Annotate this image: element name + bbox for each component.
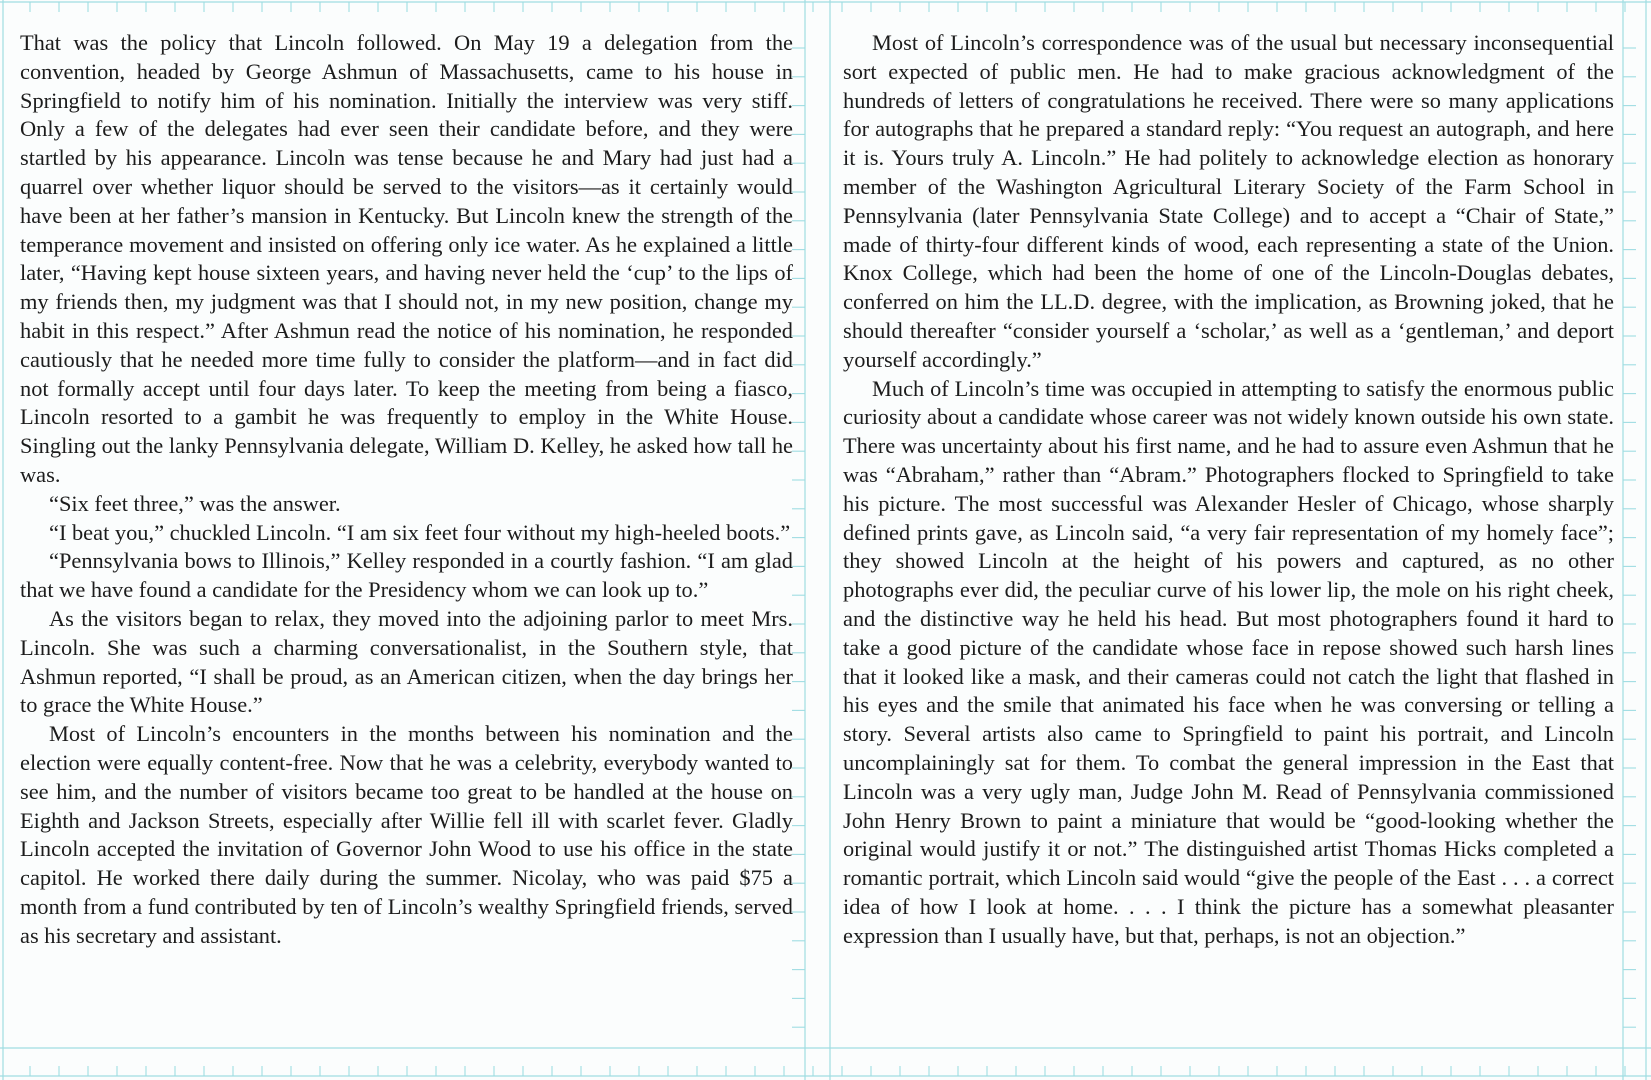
paragraph-visitors-relax: As the visitors began to relax, they moved into the adjoining parlor to meet Mrs. Lincoln. She was such a charming conversationalist, in the Southern style, that Ashmun reported, “I shall be proud, as an American citizen, when the day brings her to grace the White House.”: [20, 605, 793, 718]
paragraph-pennsylvania-bows: “Pennsylvania bows to Illinois,” Kelley responded in a courtly fashion. “I am glad that we have found a candidate for the Presidency whom we can look up to.”: [20, 548, 793, 603]
paragraph-i-beat-you: “I beat you,” chuckled Lincoln. “I am six feet four without my high-heeled boots.”: [49, 519, 791, 545]
paragraph-six-feet-three: “Six feet three,” was the answer.: [49, 490, 341, 516]
paragraph-encounters-content-free: Most of Lincoln’s encounters in the months between his nomination and the election were equally content-free. Now that he was a celebrity, everybody wanted to see him, and the number of visitors became too great to be handled at the house on Eighth and Jackson Streets, especially after Willie fell ill with scarlet fever. Gladly Lincoln accepted the invitation of Governor John Wood to use his office in the state capitol. He worked there daily during the summer. Nicolay, who was paid $75 a month from a fund contributed by ten of Lincoln’s wealthy Springfield friends, served as his secretary and assistant.: [20, 721, 793, 948]
paragraph-policy-delegation: That was the policy that Lincoln followed. On May 19 a delegation from the convention, headed by George Ashmun of Massachusetts, came to his house in Springfield to notify him of his nomination. Initially the interview was very stiff. Only a few of the delegates had ever seen their candidate before, and they were startled by his appearance. Lincoln was tense because he and Mary had just had a quarrel over whether liquor should be served to the visitors—as it certainly would have been at her father’s mansion in Kentucky. But Lincoln knew the strength of the temperance movement and insisted on offering only ice water. As he explained a little later, “Having kept house sixteen years, and having never held the ‘cup’ to the lips of my friends then, my judgment was that I should not, in my new position, change my habit in this respect.” After Ashmun read the notice of his nomination, he responded cautiously that he needed more time fully to consider the platform—and in fact did not formally accept until four days later. To keep the meeting from being a fiasco, Lincoln resorted to a gambit he was frequently to employ in the White House. Singling out the lanky Pennsylvania delegate, William D. Kelley, he asked how tall he was.: [20, 30, 793, 487]
left-text-column: [20, 29, 793, 951]
paragraph-public-curiosity: Much of Lincoln’s time was occupied in attempting to satisfy the enormous public curiosity about a candidate whose career was not widely known outside his own state. There was uncertainty about his first name, and he had to assure even Ashmun that he was “Abraham,” rather than “Abram.” Photographers flocked to Springfield to take his picture. The most successful was Alexander Hesler of Chicago, whose sharply defined prints gave, as Lincoln said, “a very fair representation of my homely face”; they showed Lincoln at the height of his powers and captured, as no other photographs ever did, the peculiar curve of his lower lip, the mole on his right cheek, and the distinctive way he held his head. But most photographers found it hard to take a good picture of the candidate whose face in repose showed such harsh lines that it looked like a mask, and their cameras could not catch the light that flashed in his eyes and the smile that animated his face when he was conversing or telling a story. Several artists also came to Springfield to paint his portrait, and Lincoln uncomplainingly sat for them. To combat the general impression in the East that Lincoln was a very ugly man, Judge John M. Read of Pennsylvania commissioned John Henry Brown to paint a miniature that would be “good-looking whether the original would justify it or not.” The distinguished artist Thomas Hicks completed a romantic portrait, which Lincoln said would “give the people of the East . . . a correct idea of how I look at home. . . . I think the picture has a somewhat pleasanter expression than I usually have, but that, perhaps, is not an objection.”: [843, 375, 1614, 948]
right-text-column: [843, 29, 1614, 951]
paragraph-correspondence: Most of Lincoln’s correspondence was of the usual but necessary inconsequential sort expected of public men. He had to make gracious acknowledgment of the hundreds of letters of congratulations he received. There were so many applications for autographs that he prepared a standard reply: “You request an autograph, and here it is. Yours truly A. Lincoln.” He had politely to acknowledge election as honorary member of the Washington Agricultural Literary Society of the Farm School in Pennsylvania (later Pennsylvania State College) and to accept a “Chair of State,” made of thirty-four different kinds of wood, each representing a state of the Union. Knox College, which had been the home of one of the Lincoln-Douglas debates, conferred on him the LL.D. degree, with the implication, as Browning joked, that he should thereafter “consider yourself a ‘scholar,’ as well as a ‘gentleman,’ and deport yourself accordingly.”: [843, 30, 1614, 372]
